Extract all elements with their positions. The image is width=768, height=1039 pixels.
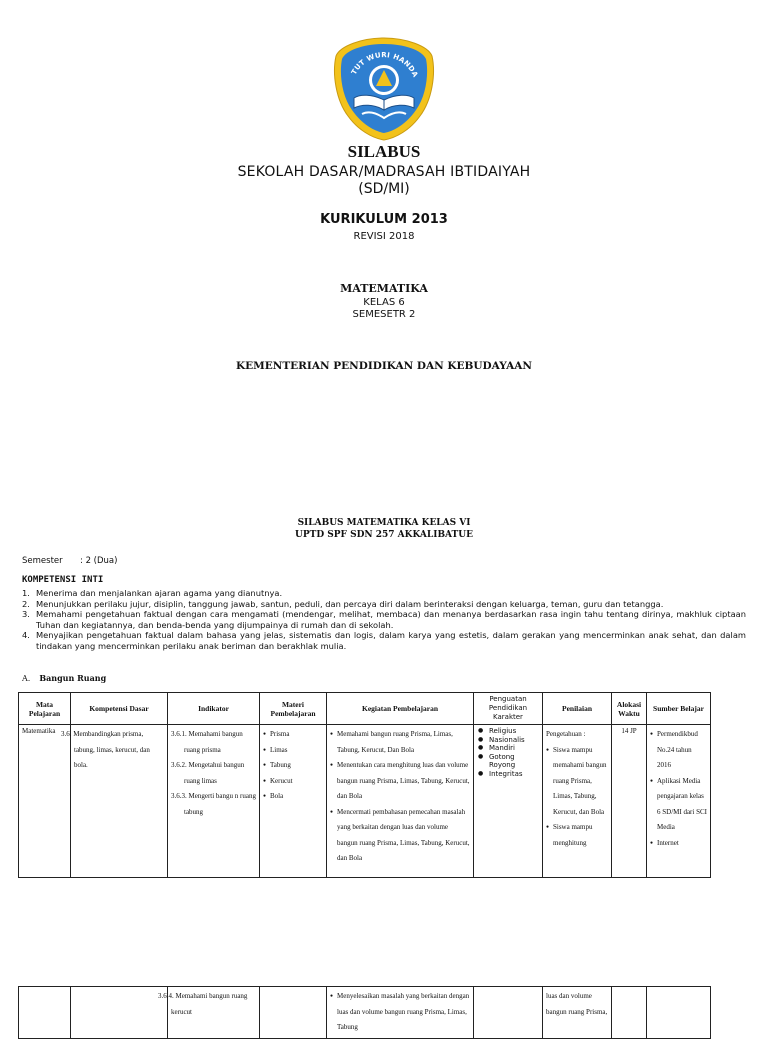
kegiatan-item: ● Memahami bangun ruang Prisma, Limas, Tabung, Kerucut, Dan Bola	[330, 727, 470, 758]
kd-text: Membandingkan prisma, tabung, limas, kerucut, dan bola.	[73, 730, 150, 769]
indikator-item	[171, 789, 256, 820]
ki-number: 4.	[22, 630, 30, 640]
ki-number: 2.	[22, 598, 30, 609]
materi-item: ● Bola	[263, 789, 323, 805]
school-name: UPTD SPF SDN 257 AKKALIBATUE	[295, 530, 473, 540]
col-header: Kompetensi Dasar	[71, 693, 168, 725]
indikator-text: Memahami bangun ruang kerucut	[171, 992, 248, 1016]
col-header: Alokasi Waktu	[612, 693, 647, 725]
indikator-number: 3.6.4.	[158, 992, 174, 1000]
cell-karakter	[474, 987, 543, 1039]
ki-number: 3.	[22, 609, 30, 619]
semester-label: SEMESETR 2	[352, 309, 416, 320]
materi-item: ● Tabung	[263, 758, 323, 774]
col-header: Materi Pembelajaran	[260, 693, 327, 725]
penilaian-item: ● Siswa mampu menghitung	[546, 820, 608, 851]
col-header: Indikator	[168, 693, 260, 725]
cell-penilaian	[543, 725, 612, 878]
cell-penilaian: luas dan volume bangun ruang Prisma,	[543, 987, 612, 1039]
indikator-item	[171, 727, 256, 758]
ki-number: 1.	[22, 588, 30, 598]
karakter-item: ● Religius	[477, 727, 539, 736]
col-header: Penguatan Pendidikan Karakter	[474, 693, 543, 725]
subject-title: MATEMATIKA	[340, 282, 428, 295]
kd-number: 3.6.	[61, 730, 72, 738]
revision: REVISI 2018	[353, 231, 415, 242]
materi-item: ● Prisma	[263, 727, 323, 743]
materi-item: ● Kerucut	[263, 774, 323, 790]
karakter-item: ● Mandiri	[477, 744, 539, 753]
ki-text: Menerima dan menjalankan ajaran agama yang dianutnya.	[36, 588, 283, 598]
indikator-text: Mengerti bangu n ruang tabung	[184, 792, 256, 816]
ki-text: Memahami pengetahuan faktual dengan cara mengamati (mendengar, melihat, membaca) dan menanya berdasarkan rasa ingin tahu tentang dirinya, makhluk ciptaan Tuhan dan kegiatannya, dan benda-benda yang dijumpainya di rumah dan di sekolah.	[36, 609, 746, 630]
cell-materi	[260, 725, 327, 878]
sumber-item: ● Permendikbud No.24 tahun 2016	[650, 727, 707, 774]
syllabus-table	[18, 692, 711, 878]
kegiatan-item: ● Menyelesaikan masalah yang berkaitan dengan luas dan volume bangun ruang Prisma, Limas, Tabung	[330, 989, 470, 1036]
cell-materi	[260, 987, 327, 1039]
karakter-item: ● Nasionalis	[477, 736, 539, 745]
ki-list	[22, 588, 746, 651]
document-title: SILABUS	[347, 142, 421, 161]
karakter-item: ● Gotong Royong	[477, 753, 539, 770]
semester-line	[22, 556, 118, 566]
table-row	[19, 725, 711, 878]
semester-value: : 2 (Dua)	[80, 556, 118, 566]
indikator-number: 3.6.1.	[171, 730, 187, 738]
ki-item	[22, 609, 746, 630]
col-header: Sumber Belajar	[647, 693, 711, 725]
indikator-text: Mengetahui bangun ruang limas	[184, 761, 245, 785]
ministry-title: KEMENTERIAN PENDIDIKAN DAN KEBUDAYAAN	[236, 360, 532, 372]
penilaian-label: Pengetahuan :	[546, 730, 586, 738]
table-row	[19, 987, 711, 1039]
col-header: Kegiatan Pembelajaran	[327, 693, 474, 725]
sumber-item: ● Internet	[650, 836, 707, 852]
syllabus-title: SILABUS MATEMATIKA KELAS VI	[297, 518, 471, 528]
kegiatan-item: ● Menentukan cara menghitung luas dan volume bangun ruang Prisma, Limas, Tabung, Kerucut, dan Bola	[330, 758, 470, 805]
indikator-number: 3.6.2.	[171, 761, 187, 769]
school-level-abbr: (SD/MI)	[358, 181, 410, 197]
semester-key: Semester	[22, 556, 63, 566]
section-heading	[22, 673, 106, 683]
cell-mapel	[19, 987, 71, 1039]
svg-text:TUT WURI HANDAYANI: TUT WURI HANDA	[349, 51, 420, 79]
cell-indikator	[168, 725, 260, 878]
indikator-number: 3.6.3.	[171, 792, 187, 800]
indikator-text: Memahami bangun ruang prisma	[184, 730, 243, 754]
cell-alokasi: 14 JP	[612, 725, 647, 878]
section-letter: A.	[22, 674, 31, 683]
cell-kegiatan	[327, 987, 474, 1039]
cell-kd	[61, 725, 168, 878]
ki-item	[22, 630, 746, 651]
cell-karakter	[474, 725, 543, 878]
ki-item	[22, 599, 746, 610]
materi-item: ● Limas	[263, 743, 323, 759]
cell-sumber	[647, 987, 711, 1039]
ki-item	[22, 588, 746, 599]
ki-text: Menunjukkan perilaku jujur, disiplin, tanggung jawab, santun, peduli, dan percaya diri dalam berinteraksi dengan keluarga, teman, guru dan tetangga.	[36, 598, 664, 609]
kegiatan-item: ● Mencermati pembahasan pemecahan masalah yang berkaitan dengan luas dan volume bangun ruang Prisma, Limas, Tabung, Kerucut, dan Bola	[330, 805, 470, 867]
indikator-item	[171, 758, 256, 789]
cell-kd	[71, 987, 168, 1039]
karakter-item: ● Integritas	[477, 770, 539, 779]
syllabus-table-continued	[18, 986, 711, 1039]
penilaian-item: ● Siswa mampu memahami bangun ruang Prisma, Limas, Tabung, Kerucut, dan Bola	[546, 743, 608, 821]
cell-alokasi	[612, 987, 647, 1039]
cell-mapel: Matematika	[19, 725, 71, 878]
class-label: KELAS 6	[363, 297, 405, 308]
tut-wuri-handayani-logo	[332, 34, 436, 142]
sumber-item: ● Aplikasi Media pengajaran kelas 6 SD/MI dari SCI Media	[650, 774, 707, 836]
col-header: Penilaian	[543, 693, 612, 725]
cell-indikator	[158, 987, 260, 1039]
cell-sumber	[647, 725, 711, 878]
ki-text: Menyajikan pengetahuan faktual dalam bahasa yang jelas, sistematis dan logis, dalam karya yang estetis, dalam gerakan yang mencerminkan anak sehat, dan dalam tindakan yang mencerminkan perilaku anak beriman dan berakhlak mulia.	[36, 630, 746, 651]
col-header: Mata Pelajaran	[19, 693, 71, 725]
cell-kegiatan	[327, 725, 474, 878]
section-title: Bangun Ruang	[39, 673, 107, 683]
ki-heading: KOMPETENSI INTI	[22, 575, 104, 585]
curriculum-title: KURIKULUM 2013	[320, 212, 448, 227]
table-header-row	[19, 693, 711, 725]
school-level: SEKOLAH DASAR/MADRASAH IBTIDAIYAH	[237, 164, 531, 180]
